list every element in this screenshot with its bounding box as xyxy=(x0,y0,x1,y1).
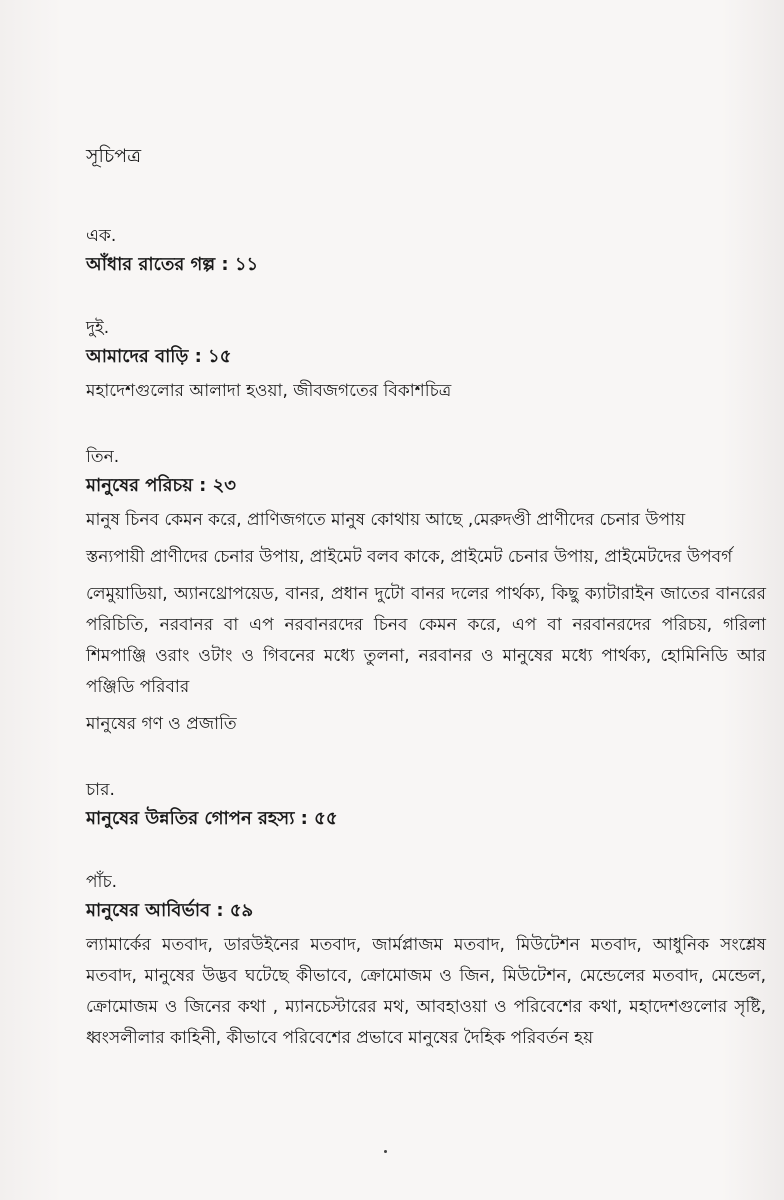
section-topics: মানুষের গণ ও প্রজাতি xyxy=(86,714,237,734)
section-topics: স্তন্যপায়ী প্রাণীদের চেনার উপায়, প্রাইমেট বলব কাকে, প্রাইমেট চেনার উপায়, প্রাইমেটদের উপবর্গ xyxy=(86,547,733,567)
toc-section xyxy=(86,870,766,1054)
section-number: পাঁচ. xyxy=(86,872,118,892)
toc-section xyxy=(86,445,766,740)
toc-section xyxy=(86,316,766,407)
toc-title: সূচিপত্র xyxy=(86,145,142,167)
section-heading: মানুষের পরিচয় : ২৩ xyxy=(86,475,237,496)
section-heading: আঁধার রাতের গল্প : ১১ xyxy=(86,254,259,275)
toc-section xyxy=(86,778,766,832)
section-number: তিন. xyxy=(86,447,120,467)
section-heading: মানুষের আবির্ভাব : ৫৯ xyxy=(86,900,254,921)
section-heading: মানুষের উন্নতির গোপন রহস্য : ৫৫ xyxy=(86,808,338,829)
toc-sections xyxy=(86,224,766,1054)
section-topics: মানুষ চিনব কেমন করে, প্রাণিজগতে মানুষ কোথায় আছে ,মেরুদণ্ডী প্রাণীদের চেনার উপায় xyxy=(86,510,686,530)
section-number: দুই. xyxy=(86,318,110,338)
section-topics: ল্যামার্কের মতবাদ, ডারউইনের মতবাদ, জার্মপ্লাজম মতবাদ, মিউটেশন মতবাদ, আধুনিক সংশ্লেষ মতবাদ, মানুষের উদ্ভব ঘটেছে কীভাবে, ক্রোমোজম ও জিন, মিউটেশন, মেন্ডেলের মতবাদ, মেন্ডেল, ক্রোমোজম ও জিনের কথা , ম্যানচেস্টারের মথ, আবহাওয়া ও পরিবেশের কথা, মহাদেশগুলোর সৃষ্টি, ধ্বংসলীলার কাহিনী, কীভাবে পরিবেশের প্রভাবে মানুষের দৈহিক পরিবর্তন হয় xyxy=(86,935,766,1048)
page-mark xyxy=(384,1150,387,1153)
toc-section xyxy=(86,224,766,278)
section-topics: লেমুয়াডিয়া, অ্যানথ্রোপয়েড, বানর, প্রধান দুটো বানর দলের পার্থক্য, কিছু ক্যাটারাইন জাতের বানরের পরিচিতি, নরবানর বা এপ নরবানরদের চিনব কেমন করে, এপ বা নরবানরদের পরিচয়, গরিলা শিমপাঞ্জি ওরাং ওটাং ও গিবনের মধ্যে তুলনা, নরবানর ও মানুষের মধ্যে পার্থক্য, হোমিনিডি আর পঞ্জিডি পরিবার xyxy=(86,584,766,697)
table-of-contents xyxy=(86,142,766,1092)
section-heading: আমাদের বাড়ি : ১৫ xyxy=(86,346,232,367)
section-number: চার. xyxy=(86,780,115,800)
section-topics: মহাদেশগুলোর আলাদা হওয়া, জীবজগতের বিকাশচিত্র xyxy=(86,381,452,401)
section-number: এক. xyxy=(86,226,117,246)
